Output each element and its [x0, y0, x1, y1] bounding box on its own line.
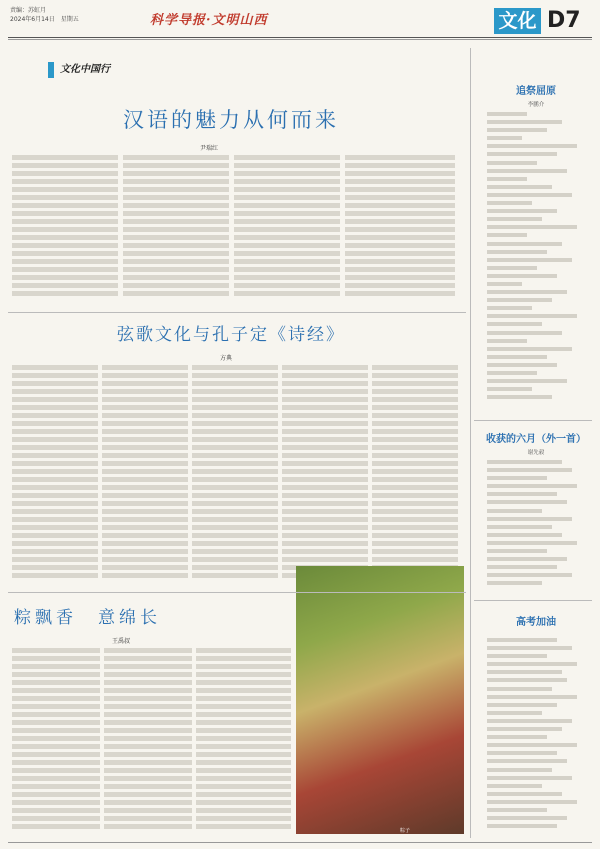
article-title-1: 汉语的魅力从何而来 [123, 108, 339, 132]
section-category-badge: 文化 [494, 8, 541, 34]
column-marker-icon [48, 62, 54, 78]
article-title-2: 弦歌文化与孔子定《诗经》 [117, 325, 345, 345]
header-meta [10, 6, 79, 24]
page-slogan: 科学导报·文明山西 [150, 13, 268, 28]
sidebar-title-1: 追祭屈原 [516, 86, 556, 97]
article-1-text-col-3 [234, 155, 340, 305]
sidebar-byline-1: 李鹏介 [527, 102, 545, 108]
article-1-text-col-1 [12, 155, 118, 305]
zongzi-photo [296, 566, 464, 834]
photo-caption: 粽子 [400, 828, 411, 834]
article-3-text-col-2 [104, 648, 192, 838]
article-divider-2 [8, 592, 466, 593]
poem-1-lines [487, 112, 587, 412]
header-rule [8, 37, 592, 38]
sidebar-byline-2: 谢先毅 [527, 450, 545, 456]
article-divider-1 [8, 312, 466, 313]
date-line: 2024年6月14日 星期五 [10, 16, 79, 23]
article-byline-1: 尹瑞红 [200, 145, 219, 152]
article-byline-2: 方典 [220, 355, 233, 362]
article-2-text-col-3 [192, 365, 278, 585]
sidebar-divider-1 [474, 420, 592, 421]
article-byline-3: 王禹叔 [112, 638, 131, 645]
page-number: D7 [547, 8, 581, 33]
article-2-text-col-2 [102, 365, 188, 585]
sidebar-title-2: 收获的六月（外一首） [486, 434, 586, 445]
article-2-text-col-1 [12, 365, 98, 585]
editor-line: 责编：苏虹月 [10, 7, 47, 14]
poem-2-lines [487, 460, 587, 595]
footer-rule [8, 842, 592, 843]
header-rule-thin [8, 39, 592, 40]
article-3-text-col-3 [196, 648, 291, 838]
article-title-3: 粽飘香 意绵长 [14, 608, 161, 628]
article-2-text-col-4 [282, 365, 368, 585]
sidebar-divider-2 [474, 600, 592, 601]
article-1-text-col-4 [345, 155, 455, 305]
article-3-text-col-1 [12, 648, 100, 838]
article-1-text-col-2 [123, 155, 229, 305]
sidebar-title-3: 高考加油 [516, 617, 556, 628]
sidebar-divider [470, 48, 471, 838]
column-name: 文化中国行 [60, 64, 110, 75]
article-2-text-col-5 [372, 365, 458, 585]
poem-3-lines [487, 638, 587, 833]
